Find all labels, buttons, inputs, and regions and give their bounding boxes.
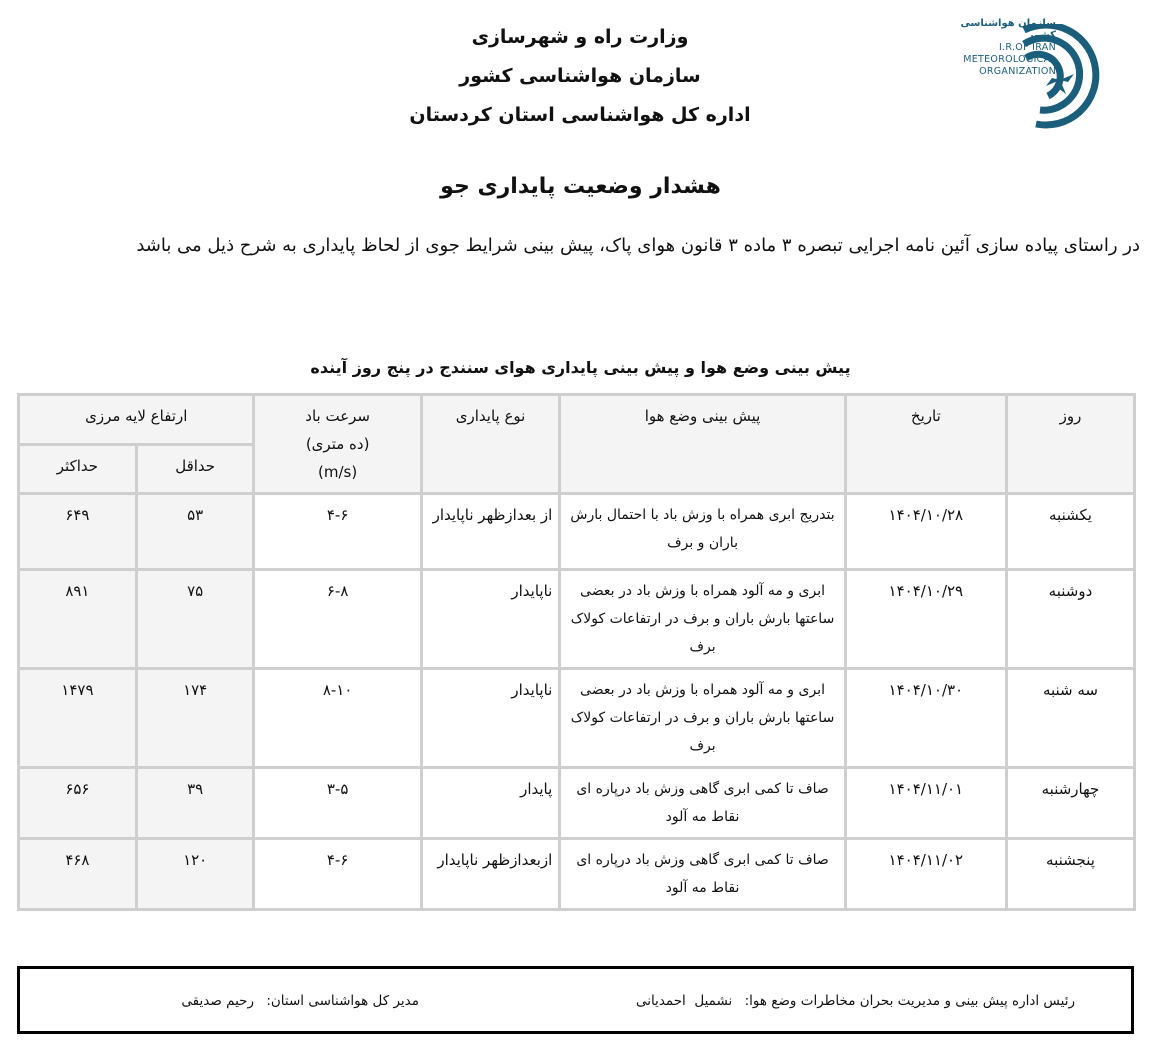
table-row <box>19 839 1135 910</box>
cell-wind: ۸-۱۰ <box>254 669 421 768</box>
logo-english-line: ORGANIZATION <box>979 66 1056 77</box>
logo-persian-text: سازمان هواشناسی کشور <box>960 18 1056 41</box>
cell-stability: پایدار <box>421 768 560 839</box>
cell-day: یکشنبه <box>1006 494 1134 570</box>
table-row <box>19 494 1135 570</box>
cell-max: ۶۵۶ <box>19 768 137 839</box>
header-boundary-layer: ارتفاع لایه مرزی <box>19 395 254 445</box>
header-day: روز <box>1006 395 1134 494</box>
signature-box <box>17 966 1134 1034</box>
cell-wind: ۶-۸ <box>254 570 421 669</box>
director-general-signature <box>181 993 419 1009</box>
table-row <box>19 570 1135 669</box>
cell-max: ۴۶۸ <box>19 839 137 910</box>
cell-min: ۷۵ <box>136 570 254 669</box>
cell-day: سه شنبه <box>1006 669 1134 768</box>
signature-name: نشمیل احمدیانی <box>635 993 733 1009</box>
header-wind-height: (ده متری) <box>305 435 370 453</box>
cell-min: ۱۷۴ <box>136 669 254 768</box>
cell-min: ۵۳ <box>136 494 254 570</box>
organization-name: سازمان هواشناسی کشور <box>459 65 701 87</box>
logo-english-line: I.R.OF IRAN <box>999 42 1056 53</box>
cell-forecast: بتدریج ابری همراه با وزش باد با احتمال بارش باران و برف <box>560 494 845 570</box>
cell-stability: از بعدازظهر ناپایدار <box>421 494 560 570</box>
cell-date: ۱۴۰۴/۱۰/۳۰ <box>845 669 1006 768</box>
meteorological-organization-logo <box>946 18 1116 138</box>
signature-name: رحیم صدیقی <box>181 993 255 1009</box>
cell-forecast: ابری و مه آلود همراه با وزش باد در بعضی ساعتها بارش باران و برف در ارتفاعات کولاک برف <box>560 570 845 669</box>
signature-title: رئیس اداره پیش بینی و مدیریت بحران مخاطرات وضع هوا: <box>744 993 1075 1009</box>
header-wind-speed <box>254 395 421 494</box>
header-stability: نوع پایداری <box>421 395 560 494</box>
cell-day: دوشنبه <box>1006 570 1134 669</box>
header-wind-unit: (m/s) <box>318 463 358 481</box>
header-date: تاریخ <box>845 395 1006 494</box>
cell-wind: ۴-۶ <box>254 839 421 910</box>
intro-paragraph: در راستای پیاده سازی آئین نامه اجرایی تبصره ۳ ماده ۳ قانون هوای پاک، پیش بینی شرایط جوی از لحاظ پایداری به شرح ذیل می باشد <box>136 235 1140 256</box>
ministry-header <box>380 18 780 135</box>
cell-stability: ازبعدازظهر ناپایدار <box>421 839 560 910</box>
forecast-head-signature <box>636 993 1075 1009</box>
cell-stability: ناپایدار <box>421 669 560 768</box>
forecast-table <box>17 393 1136 911</box>
signature-title: مدیر کل هواشناسی استان: <box>266 993 419 1009</box>
header-wind-label: سرعت باد <box>305 407 370 425</box>
cell-day: پنجشنبه <box>1006 839 1134 910</box>
cell-max: ۶۴۹ <box>19 494 137 570</box>
cell-day: چهارشنبه <box>1006 768 1134 839</box>
cell-date: ۱۴۰۴/۱۱/۰۱ <box>845 768 1006 839</box>
logo-english-line: METEOROLOGICAL <box>963 54 1056 65</box>
cell-max: ۸۹۱ <box>19 570 137 669</box>
spiral-logo-icon <box>1016 24 1111 136</box>
cell-forecast: ابری و مه آلود همراه با وزش باد در بعضی ساعتها بارش باران و برف در ارتفاعات کولاک برف <box>560 669 845 768</box>
table-title: پیش بینی وضع هوا و پیش بینی پایداری هوای سنندج در پنج روز آینده <box>310 358 851 377</box>
ministry-name: وزارت راه و شهرسازی <box>471 26 689 48</box>
header-forecast: پیش بینی وضع هوا <box>560 395 845 494</box>
document-title: هشدار وضعیت پایداری جو <box>440 174 721 199</box>
cell-min: ۱۲۰ <box>136 839 254 910</box>
provincial-office-name: اداره کل هواشناسی استان کردستان <box>409 104 751 126</box>
cell-date: ۱۴۰۴/۱۰/۲۹ <box>845 570 1006 669</box>
cell-date: ۱۴۰۴/۱۰/۲۸ <box>845 494 1006 570</box>
cell-date: ۱۴۰۴/۱۱/۰۲ <box>845 839 1006 910</box>
cell-forecast: صاف تا کمی ابری گاهی وزش باد درپاره ای نقاط مه آلود <box>560 839 845 910</box>
header-max: حداکثر <box>19 444 137 494</box>
table-row <box>19 768 1135 839</box>
table-row <box>19 669 1135 768</box>
cell-wind: ۳-۵ <box>254 768 421 839</box>
header-min: حداقل <box>136 444 254 494</box>
cell-forecast: صاف تا کمی ابری گاهی وزش باد درپاره ای نقاط مه آلود <box>560 768 845 839</box>
cell-stability: ناپایدار <box>421 570 560 669</box>
cell-min: ۳۹ <box>136 768 254 839</box>
cell-wind: ۴-۶ <box>254 494 421 570</box>
cell-max: ۱۴۷۹ <box>19 669 137 768</box>
